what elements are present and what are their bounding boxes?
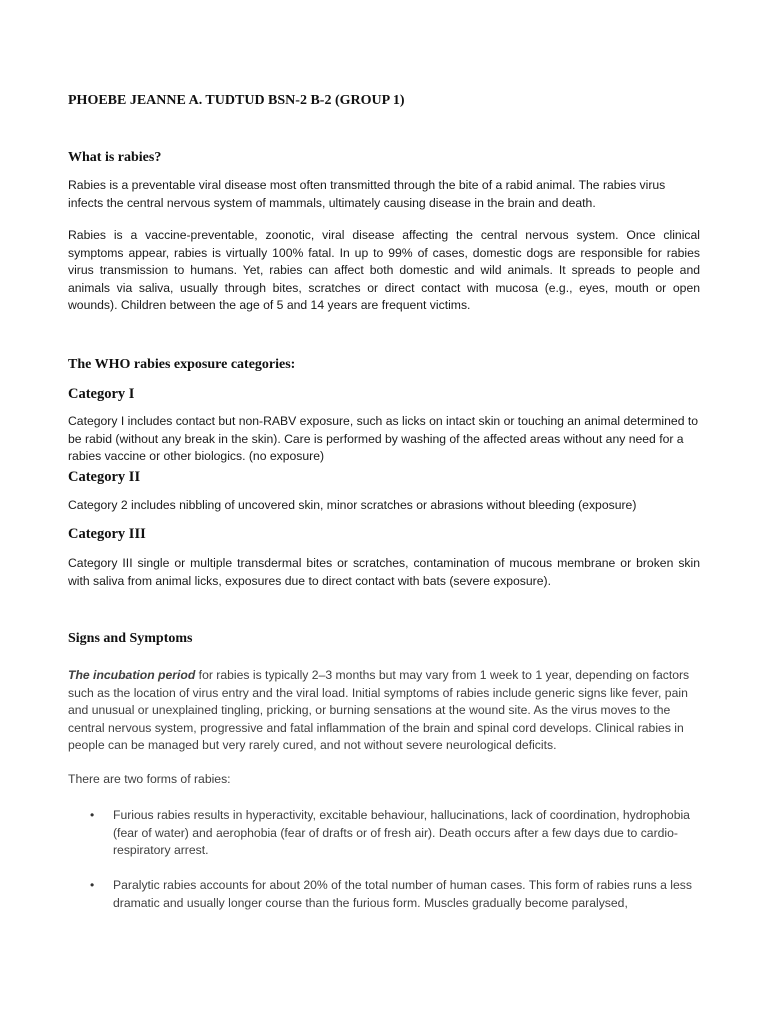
paragraph-rabies-overview: Rabies is a vaccine-preventable, zoonotic, viral disease affecting the central nervous system. Once clinical symptoms appear, rabies is virtually 100% fatal. In up to 99% of cases, domestic dogs are responsible for rabies virus transmission to humans. Yet, rabies can affect both domestic and wild animals. It spreads to people and animals via saliva, usually through bites, scratches or direct contact with mucosa (e.g., eyes, mouth or open wounds). Children between the age of 5 and 14 years are frequent victims. xyxy=(68,228,700,313)
category-2-text: Category 2 includes nibbling of uncovered skin, minor scratches or abrasions without bleeding (exposure) xyxy=(68,498,637,512)
category-2-heading: Category II xyxy=(68,469,141,485)
bullet-dot-icon: • xyxy=(90,878,95,892)
author-header: PHOEBE JEANNE A. TUDTUD BSN-2 B-2 (GROUP 1) xyxy=(68,93,405,108)
bullet-furious-rabies: Furious rabies results in hyperactivity, excitable behaviour, hallucinations, lack of coordination, hydrophobia (fear of water) and aerophobia (fear of drafts or of fresh air). Death occurs after a few days due to cardio-respiratory arrest. xyxy=(113,808,690,858)
forms-intro-text: There are two forms of rabies: xyxy=(68,772,231,786)
section-heading-signs-symptoms: Signs and Symptoms xyxy=(68,631,193,646)
category-1-text: Category I includes contact but non-RABV exposure, such as licks on intact skin or touching an animal determined to be rabid (without any break in the skin). Care is performed by washing of the affected areas without any need for a rabies vaccine or other biologics. (no exposure) xyxy=(68,414,699,464)
paragraph-rabies-definition: Rabies is a preventable viral disease most often transmitted through the bite of a rabid animal. The rabies virus infects the central nervous system of mammals, ultimately causing disease in the brain and death. xyxy=(68,178,666,210)
paragraph-incubation-period xyxy=(68,667,700,755)
incubation-period-text: for rabies is typically 2–3 months but may vary from 1 week to 1 year, depending on factors such as the location of virus entry and the viral load. Initial symptoms of rabies include generic signs like fever, pain and unusual or unexplained tingling, pricking, or burning sensations at the wound site. As the virus moves to the central nervous system, progressive and fatal inflammation of the brain and spinal cord develops. Clinical rabies in people can be managed but very rarely cured, and not without severe neurological deficits. xyxy=(68,668,690,753)
section-heading-what-is-rabies: What is rabies? xyxy=(68,150,162,165)
bullet-paralytic-rabies: Paralytic rabies accounts for about 20% of the total number of human cases. This form of rabies runs a less dramatic and usually longer course than the furious form. Muscles gradually become paralysed, xyxy=(113,878,692,910)
incubation-period-lead: The incubation period xyxy=(68,668,196,682)
category-3-heading: Category III xyxy=(68,526,146,542)
category-3-text: Category III single or multiple transdermal bites or scratches, contamination of mucous membrane or broken skin with saliva from animal licks, exposures due to direct contact with bats (severe exposure). xyxy=(68,556,700,588)
section-heading-who-categories: The WHO rabies exposure categories: xyxy=(68,357,296,372)
category-1-heading: Category I xyxy=(68,386,135,402)
bullet-dot-icon: • xyxy=(90,808,95,822)
